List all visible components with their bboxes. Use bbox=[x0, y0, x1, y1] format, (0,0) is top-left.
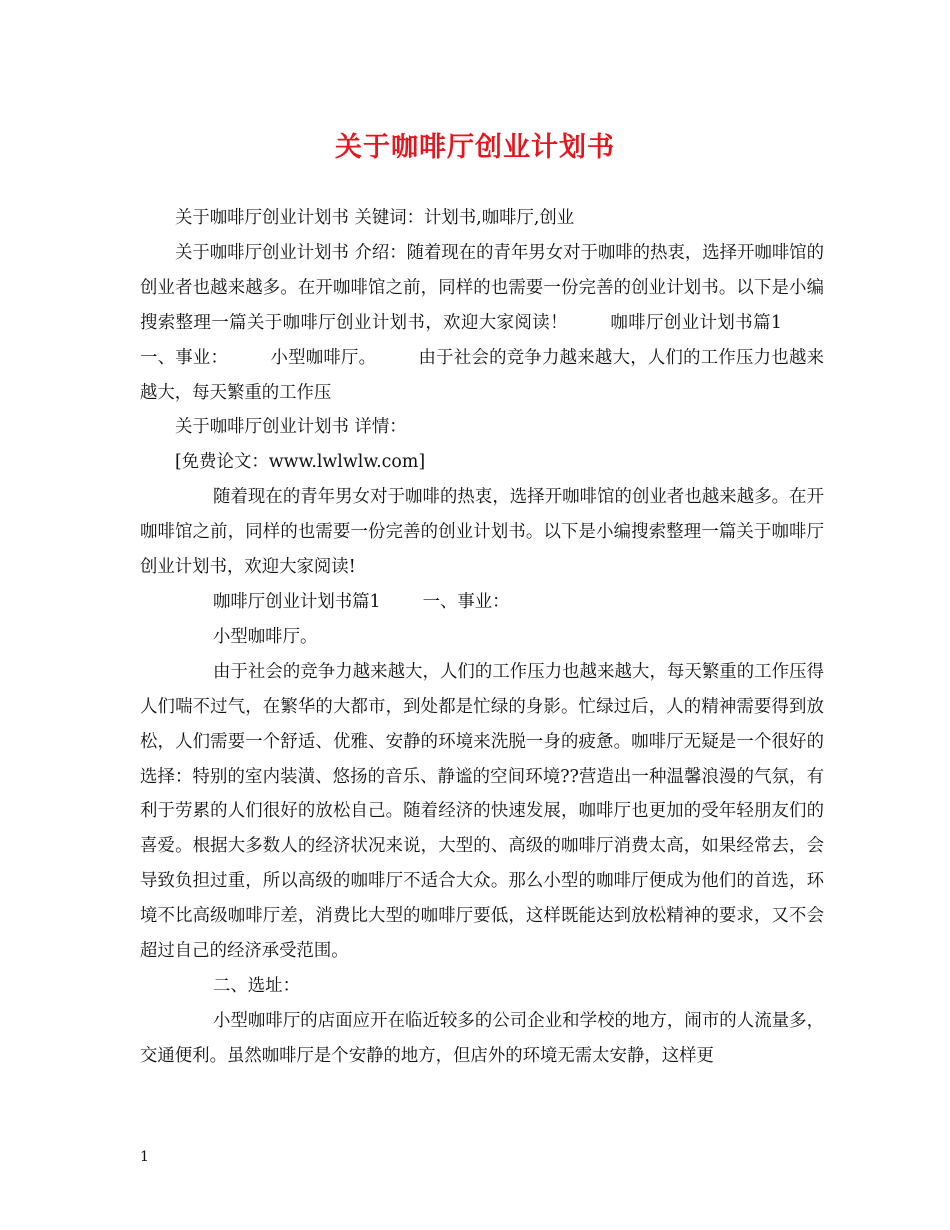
part-section: 一、事业： bbox=[422, 591, 510, 612]
document-body bbox=[140, 201, 824, 1074]
intro-part-subject: 小型咖啡厅。 bbox=[270, 347, 377, 368]
details-line: 关于咖啡厅创业计划书 详情： bbox=[175, 417, 407, 438]
keywords-line: 关于咖啡厅创业计划书 关键词：计划书,咖啡厅,创业 bbox=[175, 208, 575, 228]
document-title: 关于咖啡厅创业计划书 bbox=[335, 132, 615, 163]
part-heading: 咖啡厅创业计划书篇1 bbox=[213, 591, 381, 612]
intro-text: 关于咖啡厅创业计划书 介绍：随着现在的青年男女对于咖啡的热衷，选择开咖啡馆的创业者也越来越多。在开咖啡馆之前，同样的也需要一份完善的创业计划书。以下是小编搜索整理一篇关于咖啡厅创业计划书，欢迎大家阅读！ bbox=[140, 242, 824, 333]
part-heading-line bbox=[140, 585, 824, 620]
intro-part-heading: 咖啡厅创业计划书篇1 bbox=[609, 312, 782, 333]
location-paragraph: 小型咖啡厅的店面应开在临近较多的公司企业和学校的地方，闹市的人流量多，交通便利。虽然咖啡厅是个安静的地方，但店外的环境无需太安静，这样更 bbox=[140, 1010, 824, 1066]
intro-paragraph bbox=[140, 236, 824, 411]
location-heading: 二、选址： bbox=[213, 975, 300, 996]
source-line: [免费论文：www.lwlwlw.com] bbox=[175, 452, 426, 473]
page-number: 1 bbox=[140, 1149, 149, 1165]
intro-part-tail: 由于社会的竞争力越来越大，人们的工作压力也越来越大，每天繁重的工作压 bbox=[140, 347, 824, 403]
intro-part-section: 一、事业： bbox=[140, 347, 229, 368]
business-type: 小型咖啡厅。 bbox=[213, 626, 318, 647]
lead-paragraph: 随着现在的青年男女对于咖啡的热衷，选择开咖啡馆的创业者也越来越多。在开咖啡馆之前，同样的也需要一份完善的创业计划书。以下是小编搜索整理一篇关于咖啡厅创业计划书，欢迎大家阅读! bbox=[140, 487, 824, 578]
business-paragraph: 由于社会的竞争力越来越大，人们的工作压力也越来越大，每天繁重的工作压得人们喘不过气，在繁华的大都市，到处都是忙绿的身影。忙绿过后，人的精神需要得到放松，人们需要一个舒适、优雅、安静的环境来洗脱一身的疲惫。咖啡厅无疑是一个很好的选择：特别的室内装潢、悠扬的音乐、静谧的空间环境??营造出一种温馨浪漫的气氛，有利于劳累的人们很好的放松自己。随着经济的快速发展，咖啡厅也更加的受年轻朋友们的喜爱。根据大多数人的经济状况来说，大型的、高级的咖啡厅消费太高，如果经常去，会导致负担过重，所以高级的咖啡厅不适合大众。那么小型的咖啡厅便成为他们的首选，环境不比高级咖啡厅差，消费比大型的咖啡厅要低，这样既能达到放松精神的要求，又不会超过自己的经济承受范围。 bbox=[140, 661, 824, 962]
